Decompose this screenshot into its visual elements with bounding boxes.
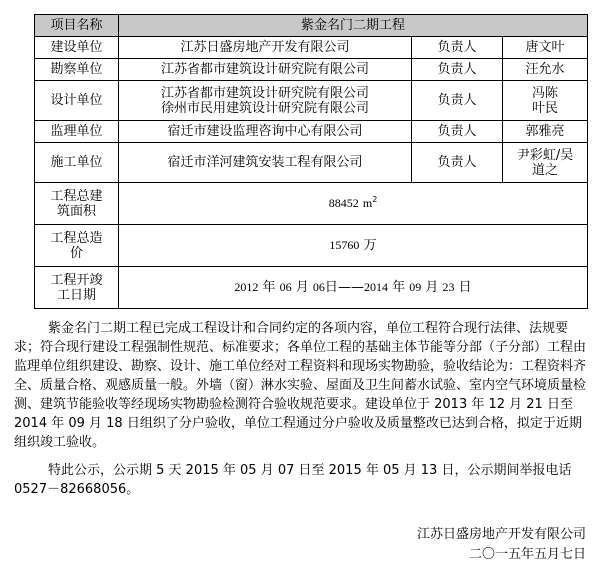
design-resp-value: [503, 81, 588, 121]
survey-unit-value: 江苏省都市建筑设计研究院有限公司: [119, 59, 412, 81]
cost-value-cell: [119, 225, 588, 267]
design-unit-value: [119, 81, 412, 121]
survey-unit-label: 勘察单位: [35, 59, 119, 81]
cost-unit: 万: [363, 238, 377, 253]
area-value: 88452: [328, 196, 359, 210]
area-label: [35, 183, 119, 225]
dates-label: [35, 267, 119, 309]
cost-label: [35, 225, 119, 267]
design-unit-value-2: 徐州市民用建筑设计研究院有限公司: [160, 100, 369, 116]
supervision-unit-label: 监理单位: [35, 121, 119, 143]
start-month: 06: [279, 280, 292, 294]
supervision-resp-value: 郭雅亮: [503, 121, 588, 143]
design-resp-value-2: 叶民: [532, 100, 559, 116]
area-unit: m: [362, 196, 373, 210]
construction-unit-label: 建设单位: [35, 37, 119, 59]
design-resp-value-1: 冯陈: [532, 85, 559, 101]
end-day-char: 日: [458, 280, 472, 295]
construction-resp-label: 负责人: [412, 37, 503, 59]
construction-unit-value: 江苏日盛房地产开发有限公司: [119, 37, 412, 59]
start-year: 2012: [234, 280, 259, 294]
cost-label-line-2: 价: [69, 245, 83, 261]
signature-date: 二〇一五年五月七日: [468, 547, 586, 562]
row-design-unit: [35, 81, 588, 121]
project-name-label: 项目名称: [35, 15, 119, 37]
design-resp-label: 负责人: [412, 81, 503, 121]
row-cost: [35, 225, 588, 267]
row-project: [35, 15, 588, 37]
dates-label-line-2: 工日期: [56, 287, 96, 303]
cost-value: 15760: [329, 238, 360, 252]
area-unit-sup: 2: [372, 195, 378, 204]
design-unit-label: 设计单位: [35, 81, 119, 121]
cost-label-line-1: 工程总造: [50, 230, 103, 246]
supervision-unit-value: 宿迁市建设监理咨询中心有限公司: [119, 121, 412, 143]
start-month-char: 月: [295, 280, 309, 295]
project-name-value: 紫金名门二期工程: [119, 15, 588, 37]
builder-resp-value-2: 道之: [532, 162, 559, 178]
notice-paragraph-1: 紫金名门二期工程已完成工程设计和合同约定的各项内容，单位工程符合现行法律、法规要求；符合现行建设工程强制性规范、标准要求；各单位工程的基础主体节能等分部（子分部）工程由监理单位组织建设、勘察、设计、施工单位经对工程资料和现场实物勘验，验收结论为：工程资料齐全、质量合格、观感质量一般。外墙（窗）淋水实验、屋面及卫生间蓄水试验、室内空气环境质量检测、建筑节能验收等经现场实物勘验检测符合验收规范要求。建设单位于 2013 年 12 月 21 日至 2014 年 09 月 18 日组织了分户验收，单位工程通过分户验收及质量整改已达到合格，拟定于近期组织竣工验收。: [14, 321, 587, 450]
dates-value-cell: [119, 267, 588, 309]
design-unit-value-1: 江苏省都市建筑设计研究院有限公司: [160, 85, 369, 101]
start-day: 06: [312, 280, 325, 294]
row-builder-unit: [35, 143, 588, 183]
survey-resp-label: 负责人: [412, 59, 503, 81]
row-supervision-unit: [35, 121, 588, 143]
builder-unit-label: 施工单位: [35, 143, 119, 183]
supervision-resp-label: 负责人: [412, 121, 503, 143]
builder-resp-label: 负责人: [412, 143, 503, 183]
area-label-line-1: 工程总建: [50, 188, 103, 204]
row-area: [35, 183, 588, 225]
end-day: 23: [442, 280, 455, 294]
row-dates: [35, 267, 588, 309]
area-value-cell: [119, 183, 588, 225]
end-month: 09: [409, 280, 422, 294]
construction-resp-value: 唐文叶: [503, 37, 588, 59]
start-year-char: 年: [262, 280, 276, 295]
end-month-char: 月: [425, 280, 439, 295]
notice-paragraph-2: 特此公示，公示期 5 天 2015 年 05 月 07 日至 2015 年 05 月 13 日，公示期间举报电话 0527－82668056。: [14, 463, 572, 497]
signature-company: 江苏日盛房地产开发有限公司: [416, 527, 586, 542]
builder-resp-value: [503, 143, 588, 183]
builder-resp-value-1: 尹彩虹/吴: [516, 147, 574, 163]
area-label-line-2: 筑面积: [56, 203, 96, 219]
row-construction-unit: [35, 37, 588, 59]
end-year: 2014: [363, 280, 388, 294]
row-survey-unit: [35, 59, 588, 81]
builder-unit-value: 宿迁市洋河建筑安装工程有限公司: [119, 143, 412, 183]
project-info-table: [34, 14, 588, 309]
start-day-char: 日: [324, 280, 338, 295]
survey-resp-value: 汪允水: [503, 59, 588, 81]
dates-label-line-1: 工程开竣: [50, 272, 103, 288]
end-year-char: 年: [392, 280, 406, 295]
date-dash: ——: [337, 280, 364, 295]
